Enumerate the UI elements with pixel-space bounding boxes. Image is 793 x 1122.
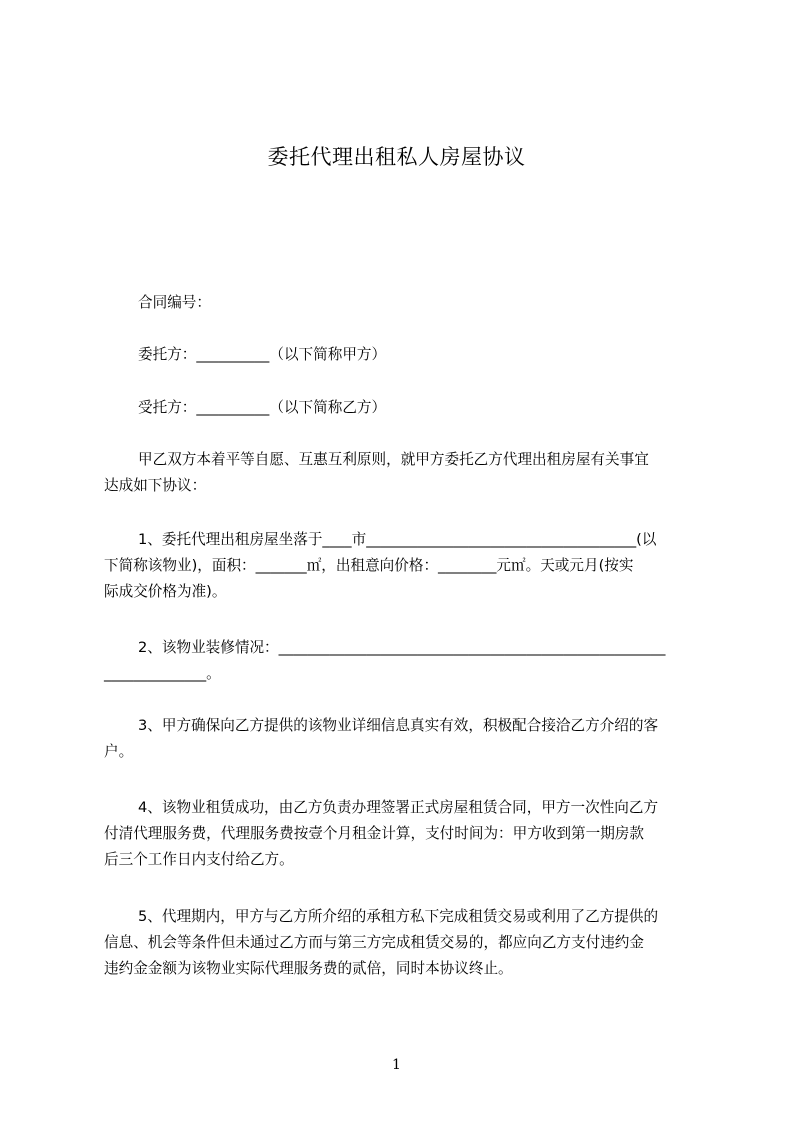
intro-line: 达成如下协议： [104, 477, 207, 494]
clause-2-line: ______________。 [104, 665, 221, 682]
clause-4-line: 4、该物业租赁成功，由乙方负责办理签署正式房屋租赁合同，甲方一次性向乙方 [138, 799, 659, 816]
clause-1-line: 1、委托代理出租房屋坐落于____市_____________________________________(以 [138, 531, 657, 548]
clause-4-line: 后三个工作日内支付给乙方。 [104, 851, 294, 868]
contract-number-label: 合同编号： [138, 294, 211, 311]
page-number: 1 [392, 1057, 401, 1073]
document-title: 委托代理出租私人房屋协议 [267, 145, 526, 169]
clause-5-line: 违约金金额为该物业实际代理服务费的贰倍，同时本协议终止。 [104, 960, 513, 977]
intro-line: 甲乙双方本着平等自愿、互惠互利原则，就甲方委托乙方代理出租房屋有关事宜 [138, 451, 649, 468]
clause-2-paragraph [104, 635, 704, 687]
principal-party-line: 委托方：__________（以下简称甲方） [138, 346, 387, 363]
clause-5-line: 信息、机会等条件但未通过乙方而与第三方完成租赁交易的，都应向乙方支付违约金 [104, 934, 644, 951]
clause-3-line: 户。 [104, 743, 134, 760]
agent-party-line: 受托方：__________（以下简称乙方） [138, 399, 387, 416]
clause-1-paragraph [104, 527, 704, 605]
clause-5-paragraph [104, 904, 704, 982]
clause-4-paragraph [104, 795, 704, 873]
clause-3-paragraph [104, 713, 704, 765]
clause-1-line: 下简称该物业)，面积：_______㎡，出租意向价格：________元㎡。天或元月(按实 [104, 557, 634, 574]
clause-2-line: 2、该物业装修情况：_____________________________________________________ [138, 639, 666, 656]
clause-5-line: 5、代理期内，甲方与乙方所介绍的承租方私下完成租赁交易或利用了乙方提供的 [138, 908, 659, 925]
clause-1-line: 际成交价格为准)。 [104, 583, 227, 600]
clause-3-line: 3、甲方确保向乙方提供的该物业详细信息真实有效，积极配合接洽乙方介绍的客 [138, 717, 659, 734]
intro-paragraph [104, 447, 704, 499]
clause-4-line: 付清代理服务费，代理服务费按壹个月租金计算，支付时间为：甲方收到第一期房款 [104, 825, 644, 842]
